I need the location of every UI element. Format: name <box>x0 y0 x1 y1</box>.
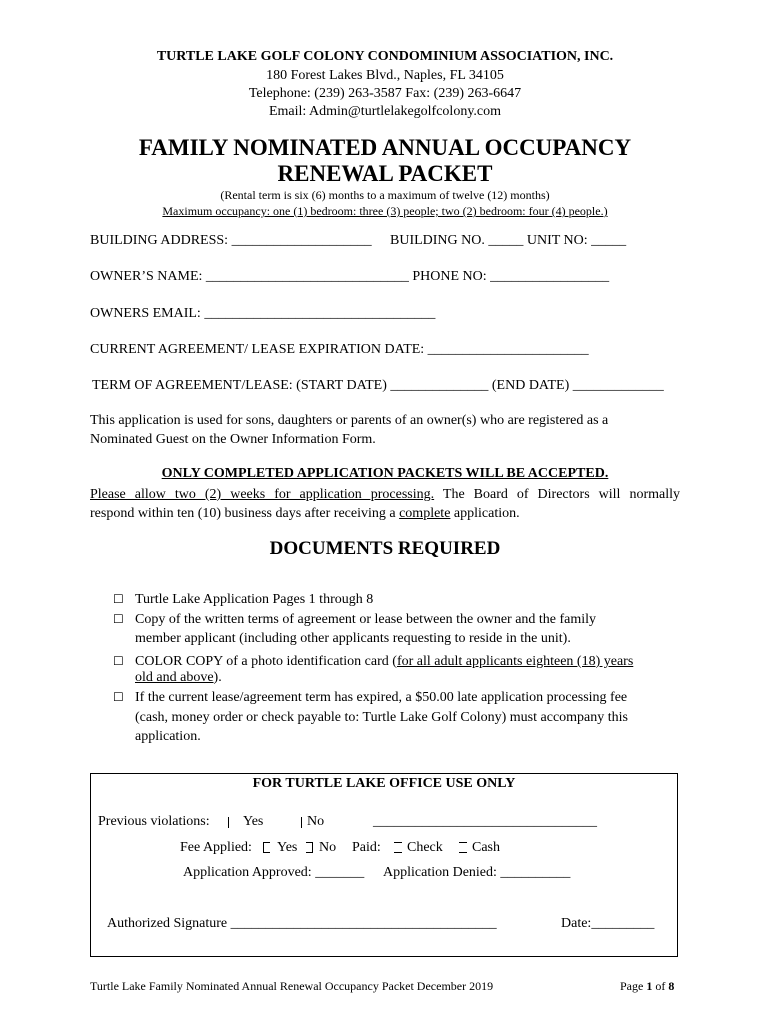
org-name: TURTLE LAKE GOLF COLONY CONDOMINIUM ASSOCIATION, INC. <box>156 49 614 64</box>
office-heading: FOR TURTLE LAKE OFFICE USE ONLY <box>252 776 516 791</box>
page-title: FAMILY NOMINATED ANNUAL OCCUPANCY <box>138 135 632 160</box>
paid-cash-checkbox[interactable] <box>459 842 467 853</box>
page-current: 1 <box>646 979 653 993</box>
violations-no-label: No <box>307 814 325 829</box>
doc-item-3-post: ). <box>213 670 222 685</box>
signature-date-field[interactable]: Date:_________ <box>561 916 655 931</box>
expiration-date-field[interactable]: CURRENT AGREEMENT/ LEASE EXPIRATION DATE: _______________________ <box>90 342 589 357</box>
intro-line2: Nominated Guest on the Owner Information Form. <box>90 432 376 447</box>
lease-term-field[interactable]: TERM OF AGREEMENT/LEASE: (START DATE) ______________ (END DATE) _____________ <box>92 378 664 393</box>
paid-check-checkbox[interactable] <box>394 842 402 853</box>
notice-line2-post: application. <box>450 506 520 521</box>
owner-email-field[interactable]: OWNERS EMAIL: _________________________________ <box>90 306 436 321</box>
office-use-box <box>90 773 678 957</box>
documents-heading: DOCUMENTS REQUIRED <box>269 538 501 559</box>
notice-line2-pre: respond within ten (10) business days after receiving a <box>90 506 400 521</box>
processing-time: Please allow two (2) weeks for application processing. <box>90 487 435 502</box>
notice-line2 <box>90 504 520 523</box>
fee-no-label: No <box>319 840 337 855</box>
org-address: 180 Forest Lakes Blvd., Naples, FL 34105 <box>266 68 504 83</box>
intro-line1: This application is used for sons, daughters or parents of an owner(s) who are registered as a <box>90 413 609 428</box>
building-address-field[interactable]: BUILDING ADDRESS: ____________________ <box>90 233 372 248</box>
max-occupancy-note: Maximum occupancy: one (1) bedroom: three (3) people; two (2) bedroom: four (4) people.) <box>162 204 608 218</box>
violations-details-line[interactable]: ________________________________ <box>373 814 597 829</box>
violations-no-checkbox[interactable] <box>301 817 302 828</box>
notice-heading: ONLY COMPLETED APPLICATION PACKETS WILL BE ACCEPTED. <box>161 466 609 481</box>
board-response: The Board of Directors will normally <box>434 487 680 502</box>
fee-yes-checkbox[interactable] <box>263 842 270 853</box>
doc-checkbox-1[interactable]: ☐ <box>113 592 124 606</box>
doc-item-4-cont: (cash, money order or check payable to: Turtle Lake Golf Colony) must accompany this <box>135 710 628 725</box>
fee-yes-label: Yes <box>277 840 298 855</box>
paid-label: Paid: <box>352 840 381 855</box>
page-number <box>620 979 674 994</box>
doc-item-3-underlined: for all adult applicants eighteen (18) years <box>396 654 634 669</box>
violations-yes-label: Yes <box>243 814 264 829</box>
doc-item-3-underlined-cont: old and above <box>135 670 214 685</box>
doc-item-2: Copy of the written terms of agreement or lease between the owner and the family <box>135 612 597 627</box>
page-total: 8 <box>668 979 675 993</box>
application-approved-field[interactable]: Application Approved: _______ <box>183 865 365 880</box>
page-title-line2: RENEWAL PACKET <box>277 161 493 186</box>
page-label: Page <box>620 979 647 993</box>
doc-checkbox-2[interactable]: ☐ <box>113 612 124 626</box>
doc-item-1: Turtle Lake Application Pages 1 through 8 <box>135 592 374 607</box>
notice-complete: complete <box>399 506 451 521</box>
paid-check-label: Check <box>407 840 443 855</box>
doc-checkbox-3[interactable]: ☐ <box>113 654 124 668</box>
doc-item-3-pre: COLOR COPY of a photo identification card ( <box>135 654 397 669</box>
doc-checkbox-4[interactable]: ☐ <box>113 690 124 704</box>
doc-item-3-cont <box>135 668 222 687</box>
rental-term-note: (Rental term is six (6) months to a maximum of twelve (12) months) <box>220 188 550 202</box>
footer-title: Turtle Lake Family Nominated Annual Renewal Occupancy Packet December 2019 <box>90 979 494 993</box>
page-of: of <box>652 979 669 993</box>
org-phone-fax: Telephone: (239) 263-3587 Fax: (239) 263-6647 <box>248 86 522 101</box>
application-denied-field[interactable]: Application Denied: __________ <box>383 865 571 880</box>
doc-item-2-cont: member applicant (including other applicants requesting to reside in the unit). <box>135 631 571 646</box>
fee-applied-label: Fee Applied: <box>180 840 252 855</box>
owner-phone-field[interactable]: OWNER’S NAME: _____________________________ PHONE NO: _________________ <box>90 269 610 284</box>
building-unit-field[interactable]: BUILDING NO. _____ UNIT NO: _____ <box>390 233 627 248</box>
violations-yes-checkbox[interactable] <box>228 817 229 828</box>
doc-item-4: If the current lease/agreement term has expired, a $50.00 late application processing fee <box>135 690 628 705</box>
notice-line1 <box>90 485 680 504</box>
doc-item-4-cont2: application. <box>135 729 201 744</box>
paid-cash-label: Cash <box>472 840 500 855</box>
org-email: Email: Admin@turtlelakegolfcolony.com <box>268 104 502 119</box>
authorized-signature-field[interactable]: Authorized Signature ______________________________________ <box>107 916 497 931</box>
prev-violations-label: Previous violations: <box>98 814 210 829</box>
fee-no-checkbox[interactable] <box>306 842 313 853</box>
